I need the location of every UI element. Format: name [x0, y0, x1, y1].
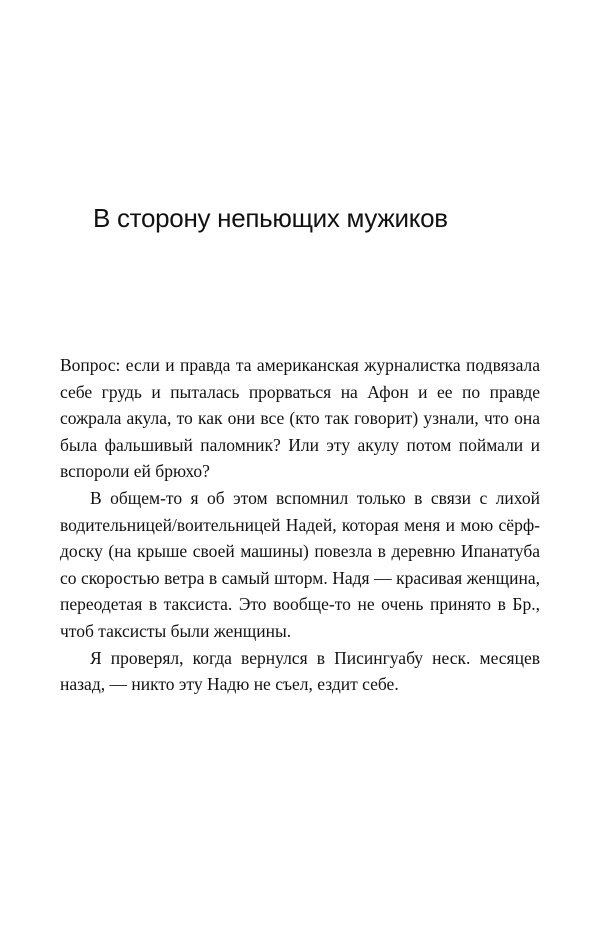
paragraph-question: Вопрос: если и правда та американская журналистка подвязала себе грудь и пыталась прорваться на Афон и ее по правде сожрала акула, то как они все (кто так говорит) узнали, что она была фальшивый паломник? Или эту акулу потом поймали и вспороли ей брюхо? [60, 355, 540, 482]
paragraph-checked: Я проверял, когда вернулся в Писингуабу неск. месяцев назад, — никто эту Надю не съел, ездит себе. [60, 647, 540, 695]
paragraph-nadia: В общем-то я об этом вспомнил только в связи с лихой водительницей/воительницей Надей, которая меня и мою сёрф-доску (на крыше своей машины) повезла в деревню Ипанатуба со скоростью ветра в самый шторм. Надя — красивая женщина, переодетая в таксиста. Это вообще-то не очень принято в Бр., чтоб таксисты были женщины. [60, 487, 540, 641]
chapter-body [60, 352, 540, 698]
chapter-title: В сторону непьющих мужиков [93, 203, 448, 233]
